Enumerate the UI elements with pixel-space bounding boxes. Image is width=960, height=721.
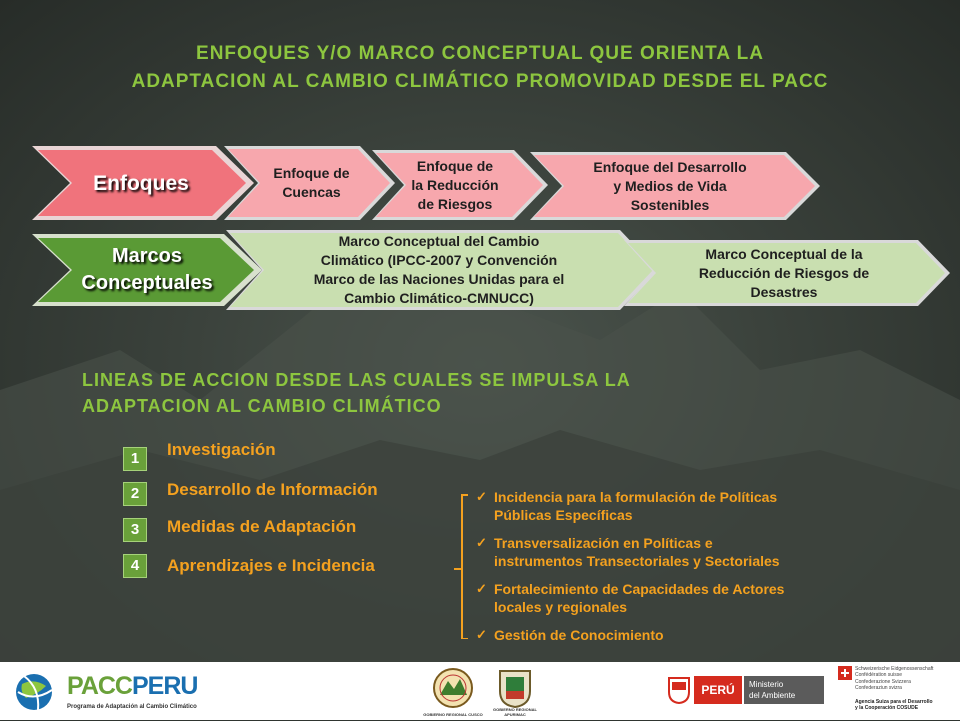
swiss-line: Confederazione Svizzera bbox=[855, 678, 911, 685]
linea-aprendizajes-incidencia: Aprendizajes e Incidencia bbox=[167, 556, 375, 575]
enfoques-header-label: Enfoques bbox=[93, 171, 189, 195]
marco-cambio-climatico-chevron bbox=[224, 228, 660, 312]
page-title-line1: ENFOQUES Y/O MARCO CONCEPTUAL QUE ORIENTA LA bbox=[196, 43, 764, 64]
checklist-item bbox=[476, 580, 896, 616]
cosude-line1: Agencia Suiza para el Desarrollo bbox=[855, 699, 933, 705]
marco-cambio-climatico-label bbox=[224, 228, 660, 312]
peru-shield-icon bbox=[666, 676, 692, 704]
marcos-header-line1: Marcos bbox=[111, 245, 183, 267]
number-badge-2: 2 bbox=[123, 482, 147, 506]
marco-cc-line3: Marco de las Naciones Unidas para el bbox=[313, 271, 565, 287]
cosude-line2: y la Cooperación COSUDE bbox=[855, 705, 919, 712]
marco-rr-line2: Reducción de Riesgos de bbox=[698, 264, 870, 281]
cusco-seal-label: GOBIERNO REGIONAL CUSCO bbox=[423, 712, 483, 717]
apurimac-seal-label: GOBIERNO REGIONAL APURIMAC bbox=[492, 707, 537, 717]
lineas-title-line2: ADAPTACION AL CAMBIO CLIMÁTICO bbox=[82, 396, 442, 416]
check-icon: ✓ bbox=[476, 581, 487, 596]
pacc-subtitle: Programa de Adaptación al Cambio Climático bbox=[67, 704, 197, 710]
enfoque-desarrollo-label bbox=[528, 150, 822, 222]
globe-icon bbox=[12, 668, 60, 716]
marco-reduccion-riesgos-chevron bbox=[622, 238, 952, 308]
linea-investigacion: Investigación bbox=[167, 440, 276, 459]
linea-medidas-adaptacion: Medidas de Adaptación bbox=[167, 517, 357, 536]
marco-cc-line4: Cambio Climático-CMNUCC) bbox=[344, 290, 534, 306]
lineas-title bbox=[82, 367, 782, 419]
checklist-item bbox=[476, 626, 896, 644]
checklist-item-line1: Fortalecimiento de Capacidades de Actores bbox=[494, 581, 785, 597]
marco-cc-line2: Climático (IPCC-2007 y Convención bbox=[320, 252, 558, 268]
checklist-item-line1: Incidencia para la formulación de Políticas bbox=[494, 489, 778, 505]
ministerio-ambiente-logo bbox=[666, 676, 824, 704]
check-icon: ✓ bbox=[476, 627, 487, 642]
pacc-wordmark-a: PACC bbox=[67, 672, 132, 700]
checklist-item bbox=[476, 534, 896, 570]
checklist-item bbox=[476, 488, 896, 524]
linea-desarrollo-informacion: Desarrollo de Información bbox=[167, 480, 378, 499]
number-badge-1: 1 bbox=[123, 447, 147, 471]
enfoque-desarrollo-line2: y Medios de Vida bbox=[613, 177, 727, 194]
marco-reduccion-riesgos-label bbox=[622, 238, 952, 308]
enfoque-cuencas-line2: Cuencas bbox=[282, 184, 341, 200]
check-icon: ✓ bbox=[476, 535, 487, 550]
marco-rr-line1: Marco Conceptual de la bbox=[705, 245, 863, 262]
regional-seal-icon bbox=[492, 667, 538, 709]
checklist-item-line1: Transversalización en Políticas e bbox=[494, 535, 713, 551]
enfoque-riesgos-label bbox=[370, 148, 550, 222]
lineas-title-line1: LINEAS DE ACCION DESDE LAS CUALES SE IMPULSA LA bbox=[82, 370, 631, 390]
regional-seal-icon bbox=[430, 667, 476, 709]
apurimac-seal-logo bbox=[492, 667, 538, 715]
enfoque-desarrollo-line3: Sostenibles bbox=[630, 196, 710, 213]
ministerio-line2: del Ambiente bbox=[749, 691, 796, 700]
pacc-peru-logo bbox=[12, 668, 222, 716]
enfoque-riesgos-line3: de Riesgos bbox=[417, 195, 493, 212]
ministerio-label bbox=[744, 676, 824, 704]
swiss-line: Schweizerische Eidgenossenschaft bbox=[855, 666, 934, 672]
enfoque-riesgos-line2: la Reducción bbox=[411, 176, 499, 193]
swiss-line: Confédération suisse bbox=[855, 672, 902, 679]
page-title bbox=[40, 40, 920, 96]
enfoque-riesgos-chevron bbox=[370, 148, 550, 222]
footer-logo-bar bbox=[0, 662, 960, 720]
peru-label: PERÚ bbox=[694, 676, 742, 704]
cosude-text bbox=[855, 699, 956, 712]
pacc-wordmark bbox=[67, 672, 197, 701]
marcos-header-line2: Conceptuales bbox=[81, 272, 213, 294]
enfoque-cuencas-line1: Enfoque de bbox=[273, 165, 350, 181]
checklist-item-line2: instrumentos Transectoriales y Sectoriales bbox=[494, 553, 780, 569]
checklist-item-line1: Gestión de Conocimiento bbox=[494, 627, 664, 643]
enfoque-desarrollo-chevron bbox=[528, 150, 822, 222]
page-title-line2: ADAPTACION AL CAMBIO CLIMÁTICO PROMOVIDAD DESDE EL PACC bbox=[131, 71, 829, 92]
cusco-seal-logo bbox=[423, 667, 483, 717]
marco-cc-line1: Marco Conceptual del Cambio bbox=[338, 233, 540, 249]
swiss-cosude-logo bbox=[838, 666, 956, 718]
swiss-confederation-text bbox=[855, 666, 956, 691]
checklist-item-line2: locales y regionales bbox=[494, 599, 628, 615]
pacc-wordmark-b: PERU bbox=[131, 672, 198, 700]
bracket-connector bbox=[454, 493, 474, 639]
swiss-line: Confederaziun svizra bbox=[855, 684, 902, 691]
ministerio-line1: Ministerio bbox=[749, 680, 784, 689]
checklist-item-line2: Públicas Específicas bbox=[494, 507, 633, 523]
swiss-cross-icon bbox=[838, 666, 852, 680]
check-icon: ✓ bbox=[476, 489, 487, 504]
incidencia-checklist bbox=[476, 488, 896, 654]
enfoque-riesgos-line1: Enfoque de bbox=[416, 157, 494, 174]
number-badge-3: 3 bbox=[123, 518, 147, 542]
number-badge-4: 4 bbox=[123, 554, 147, 578]
marco-rr-line3: Desastres bbox=[750, 283, 818, 300]
enfoque-desarrollo-line1: Enfoque del Desarrollo bbox=[593, 158, 747, 175]
